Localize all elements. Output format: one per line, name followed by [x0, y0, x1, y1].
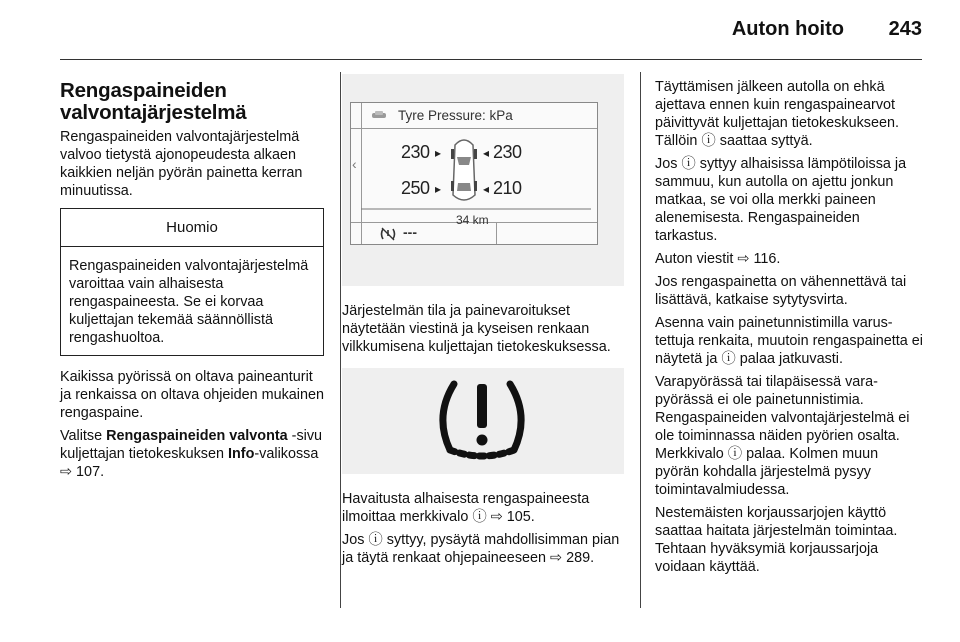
paragraph-vehicle-messages: Auton viestit ⇨ 116. [655, 251, 781, 267]
page-number: 243 [888, 18, 922, 40]
figure-2-caption: Havaitusta alhaisesta rengaspaineesta ilmoittaa merkkivalo ⓘ ⇨ 105. [342, 491, 590, 525]
paragraph-sensors: Kaikissa pyörissä on oltava paineanturit ja renkaissa on oltava ohjeiden mukainen rengaspaine. [60, 369, 324, 421]
section-heading: Rengaspaineiden valvontajärjestelmä [60, 79, 247, 124]
arrow-right-icon: ▸ [435, 146, 441, 160]
status-readout: --- [403, 224, 417, 240]
figure-1-caption: Järjestelmän tila ja painevaroitukset näytetään viestinä ja kyseisen renkaan vilkkumisena kuljettajan tietokeskuksessa. [342, 303, 611, 355]
column-1 [60, 74, 324, 486]
column-divider-1 [340, 72, 341, 608]
paragraph-select: Valitse Rengaspaineiden valvonta ‑sivu kuljettajan tietokeskuksen Info‑valikossa ⇨ 107. [60, 428, 323, 480]
info-menu-bold: Info [228, 446, 255, 462]
tyre-pressure-display-figure [342, 74, 624, 286]
arrow-left-icon: ◂ [483, 146, 489, 160]
note-box [60, 208, 324, 356]
pressure-rear-right: 210 [493, 178, 522, 198]
screen-title: Tyre Pressure: kPa [398, 108, 513, 123]
page-header [60, 0, 922, 60]
column-2 [342, 74, 624, 572]
warning-light-figure [342, 368, 624, 474]
pressure-rear-left: 250 [401, 178, 430, 198]
pressure-front-left: 230 [401, 142, 430, 162]
paragraph-spare-wheel: Varapyörässä tai tilapäisessä varapyörässä ei ole painetunnistimia. Rengaspaineiden valvontajärjestelmä ei ole toiminnassa näiden pyörien osalta. Merkkivalo ⓘ palaa. Kolmen muun pyörän kohdalla järjestelmä pysyy toimintavalmiudessa. [655, 374, 910, 498]
car-small-icon [371, 110, 387, 120]
note-title: Huomio [61, 209, 323, 247]
section-title: Auton hoito [731, 18, 844, 40]
menu-name-bold: Rengaspaineiden valvonta [106, 428, 288, 444]
paragraph-after-filling: Täyttämisen jälkeen autolla on ehkä ajettava ennen kuin rengaspainearvot päivittyvät kuljettajan tietokeskukseen. Tällöin ⓘ saattaa syttyä. [655, 79, 899, 149]
paragraph-sensor-tyres: Asenna vain painetunnistimilla varustettuja renkaita, muutoin rengaspainetta ei näytetä ja ⓘ palaa jatkuvasti. [655, 315, 923, 367]
tire-pressure-warning-icon [432, 378, 532, 464]
paragraph-adjust-pressure: Jos rengaspainetta on vähennettävä tai lisättävä, katkaise sytytysvirta. [655, 274, 907, 308]
arrow-left-icon: ◂ [483, 182, 489, 196]
column-divider-2 [640, 72, 641, 608]
pressure-front-right: 230 [493, 142, 522, 162]
paragraph-stop: Jos ⓘ syttyy, pysäytä mahdollisimman pian ja täytä renkaat ohjepaineeseen ⇨ 289. [342, 532, 620, 566]
distance-readout: 34 km [456, 213, 489, 227]
intro-paragraph: Rengaspaineiden valvontajärjestelmä valvoo tietystä ajonopeudesta alkaen kaikkien neljän pyörän painetta kerran minuutissa. [60, 129, 303, 199]
column-3 [655, 78, 923, 581]
tpms-small-icon [379, 227, 397, 241]
paragraph-low-temperature: Jos ⓘ syttyy alhaisissa lämpötiloissa ja sammuu, kun autolla on ajettu jonkun matkaa, se voi olla merkki paineen alenemisesta. Rengaspaineiden tarkastus. [655, 156, 907, 244]
arrow-right-icon: ▸ [435, 182, 441, 196]
car-top-view-icon [449, 135, 479, 205]
driver-info-screen [350, 102, 598, 245]
chevron-left-icon: ‹ [352, 156, 357, 172]
note-body: Rengaspaineiden valvontajärjestelmä varoittaa vain alhaisesta rengaspaineesta. Se ei korvaa kuljettajan tekemää säännöllistä rengashuoltoa. [69, 258, 309, 346]
paragraph-repair-kits: Nestemäisten korjaussarjojen käyttö saattaa haitata järjestelmän toimintaa. Tehtaan hyväksymiä korjaussarjoja voidaan käyttää. [655, 505, 898, 575]
